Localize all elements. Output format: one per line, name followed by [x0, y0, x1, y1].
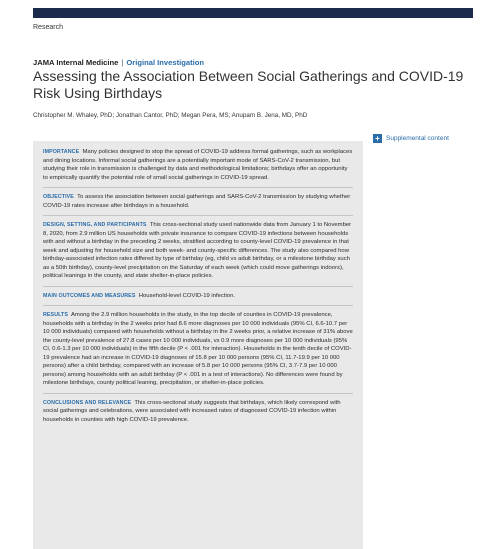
- abstract-heading: OBJECTIVE: [43, 194, 74, 200]
- abstract-objective: [43, 193, 353, 210]
- section-label: Research: [33, 24, 63, 31]
- abstract-text: Household-level COVID-19 infection.: [138, 292, 235, 299]
- journal-separator: |: [121, 58, 124, 67]
- abstract-text: To assess the association between social gatherings and SARS-CoV-2 transmission by studying whether COVID-19 rates increase after birthdays in a household.: [43, 194, 351, 209]
- abstract-outcomes: [43, 292, 353, 301]
- abstract-heading: RESULTS: [43, 312, 69, 318]
- journal-line: [33, 58, 204, 67]
- abstract-results: [43, 311, 353, 388]
- abstract-box: [33, 141, 363, 549]
- abstract-heading: DESIGN, SETTING, AND PARTICIPANTS: [43, 222, 147, 228]
- abstract-heading: MAIN OUTCOMES AND MEASURES: [43, 292, 136, 299]
- abstract-divider: [43, 215, 353, 216]
- abstract-heading: CONCLUSIONS AND RELEVANCE: [43, 399, 132, 406]
- plus-icon: +: [373, 134, 382, 143]
- abstract-divider: [43, 286, 353, 287]
- supplemental-content-label[interactable]: Supplemental content: [386, 135, 449, 142]
- abstract-divider: [43, 305, 353, 306]
- abstract-design: [43, 221, 353, 281]
- abstract-importance: [43, 148, 353, 182]
- supplemental-content-link[interactable]: [373, 134, 449, 143]
- abstract-conclusions: [43, 399, 353, 425]
- article-title: Assessing the Association Between Social Gatherings and COVID-19 Risk Using Birthdays: [33, 68, 464, 101]
- journal-name: JAMA Internal Medicine: [33, 58, 119, 67]
- abstract-text: This cross-sectional study used nationwide data from January 1 to November 8, 2020, from 2.9 million US households with private insurance to compare COVID-19 infections between households with and without a birthday in the preceding 2 weeks, stratified according to county-level COVID-19 prevalence in that week and adjusting for household size and both week- and county-specific differences. The study also compared how birthday-associated infection rates differed by type of birthday (eg, child vs adult birthday, or a milestone birthday such as a 50th birthday), county-level precipitation on the Saturday of each week (which could move gatherings indoors), political leanings in the county, and state shelter-in-place policies.: [43, 222, 352, 279]
- journal-header-bar: [33, 8, 473, 18]
- abstract-text: This cross-sectional study suggests that birthdays, which likely correspond with social gatherings and celebrations, were associated with increased rates of diagnosed COVID-19 infection within households in counties with high COVID-19 prevalence.: [43, 399, 341, 423]
- abstract-divider: [43, 187, 353, 188]
- abstract-text: Among the 2.9 million households in the study, in the top decile of counties in COVID-19 prevalence, households with a birthday in the 2 weeks prior had 8.6 more diagnoses per 10 000 individuals (95% CI, 6.6-10.7 per 10 000 individuals) compared with households without a birthday in the 2 weeks prior, a relative increase of 31% above the county-level prevalence of 27.8 cases per 10 000 individuals, vs 0.9 more diagnoses per 10 000 individuals (95% CI, 0.6-1.3 per 10 000 individuals) in the fifth decile (P < .001 for interaction). Households in the tenth decile of COVID-19 prevalence had an increase in COVID-19 diagnoses of 15.8 per 10 000 persons (95% CI, 11.7-19.9 per 10 000 persons) after a child birthday, compared with an increase of 5.8 per 10 000 persons (95% CI, 3.7-7.9 per 10 000 persons) among households with an adult birthday (P < .001 in a test of interactions). No differences were found by milestone birthdays, county political leaning, precipitation, or shelter-in-place policies.: [43, 312, 353, 386]
- abstract-text: Many policies designed to stop the spread of COVID-19 address formal gatherings, such as workplaces and dining locations. Informal social gatherings are a potentially important mode of SARS-CoV-2 transmission, but studying their role in transmission is challenged by data and methodological limitations; birthdays offer an opportunity to empirically quantify the potential role of small social gatherings in COVID-19 spread.: [43, 149, 353, 181]
- abstract-divider: [43, 393, 353, 394]
- article-type: Original Investigation: [126, 58, 204, 67]
- author-list: Christopher M. Whaley, PhD; Jonathan Cantor, PhD; Megan Pera, MS; Anupam B. Jena, MD, PhD: [33, 112, 308, 119]
- abstract-heading: IMPORTANCE: [43, 149, 80, 155]
